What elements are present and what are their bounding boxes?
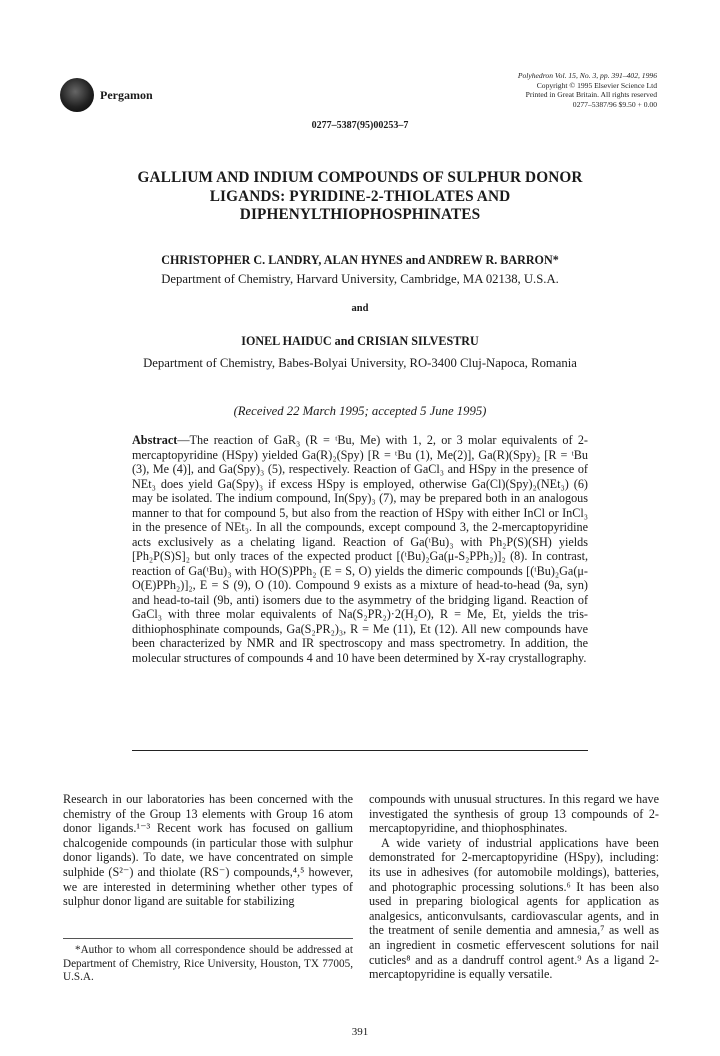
and-separator: and [351,303,369,314]
issn-price-line: 0277–5387/96 $9.50 + 0.00 [572,99,657,109]
abstract-text: —The reaction of GaR₃ (R = ᵗBu, Me) with 1, 2, or 3 molar equivalents of 2-mercaptopyridine (HSpy) yielded Ga(R)₂(Spy) [R = ᵗBu (1), Me(2)], Ga(R)(Spy)₂ [R = ᵗBu (3), Me (4)], and Ga(Spy)₃ (5), respectively. Reaction of GaCl₃ and HSpy in the presence of NEt₃ does yield Ga(Spy)₃ if excess HSpy is employed, otherwise Ga(Cl)(Spy)₂(NEt₃) (6) may be isolated. The indium compound, In(Spy)₃ (7), may be prepared both in an analogous manner to that for compound 5, but also from the reaction of HSpy with either InCl or InCl₃ in the presence of NEt₃. In all the compounds, except compound 3, the 2-mercaptopyridine acts exclusively as a chelating ligand. Reaction of Ga(ᵗBu)₃ with Ph₂P(S)(SH) yields [Ph₂P(S)S]₂ but only traces of the expected product [(ᵗBu)₂Ga(μ-S₂PPh₂)]₂ (8). In contrast, reaction of Ga(ᵗBu)₃ with HO(S)PPh₂ (E = S, O) yields the dimeric compounds [(ᵗBu)₂Ga(μ-O(E)PPh₂)]₂, E = S (9), O (10). Compound 9 exists as a mixture of head-to-head (9a, syn) and head-to-tail (9b, anti) isomers due to the asymmetry of the bridging ligand. Reaction of GaCl₃ with three molar equivalents of Na(S₂PR₂)·2(H₂O), R = Me, Et, yields the tris-dithiophosphinate compounds, Ga(S₂PR₂)₃, R = Me (11), Et (12). All new compounds have been characterized by NMR and IR spectroscopy and mass spectrometry. In addition, the molecular structures of compounds 4 and 10 have been determined by X-ray crystallography. [132,433,588,665]
footnote: *Author to whom all correspondence should be addressed at Department of Chemistry, Rice University, Houston, TX 77005, U.S.A. [63,944,353,983]
doi: 0277–5387(95)00253–7 [311,120,409,131]
publisher-name: Pergamon [100,88,153,102]
received-dates: (Received 22 March 1995; accepted 5 June 1995) [233,404,487,418]
body-paragraph: Research in our laboratories has been concerned with the chemistry of the Group 13 elements with Group 16 atom donor ligands.¹⁻³ Recent work has focused on gallium chalcogenide compounds (in particular those with sulphur donor ligands). To date, we have concentrated on simple sulphide (S²⁻) and thiolate (RS⁻) compounds,⁴,⁵ however, we are interested in determining whether other types of sulphur donor ligand are suitable for stabilizing [63,792,353,909]
body-paragraph: A wide variety of industrial applications have been demonstrated for 2-mercaptopyridine (HSpy), including: its use in adhesives (for automobile moldings), batteries, and photographic processing solutions.⁶ It has been also used in preparing biological agents for application as analgesics, anticonvulsants, cardiovascular agents, and in the treatment of senile dementia and amnesia,⁷ as well as an ingredient in cosmetic effervescent solutions for nail cuticles⁸ and as a dandruff control agent.⁹ As a ligand 2-mercaptopyridine is equally versatile. [369,835,659,982]
footnote-rule [63,938,353,939]
affiliation-1: Department of Chemistry, Harvard University, Cambridge, MA 02138, U.S.A. [161,272,559,286]
pergamon-logo-icon [60,78,94,112]
affiliation-2: Department of Chemistry, Babes-Bolyai University, RO-3400 Cluj-Napoca, Romania [143,356,577,370]
authors-group-2: IONEL HAIDUC and CRISIAN SILVESTRU [241,334,479,348]
abstract-label: Abstract [132,433,178,447]
copyright-line: Copyright © 1995 Elsevier Science Ltd [536,80,657,90]
body-column-right [369,792,659,982]
paper-title: GALLIUM AND INDIUM COMPOUNDS OF SULPHUR DONOR LIGANDS: PYRIDINE-2-THIOLATES AND DIPHENYLTHIOPHOSPHINATES [137,169,583,224]
abstract [132,433,588,665]
abstract-rule [132,750,588,751]
journal-line: Polyhedron Vol. 15, No. 3, pp. 391–402, 1996 [517,71,657,80]
page-number: 391 [351,1026,369,1038]
printed-line: Printed in Great Britain. All rights reserved [525,90,657,100]
authors-group-1: CHRISTOPHER C. LANDRY, ALAN HYNES and ANDREW R. BARRON* [161,253,559,267]
journal-info [437,71,657,109]
body-paragraph: compounds with unusual structures. In this regard we have investigated the synthesis of group 13 compounds of 2-mercaptopyridine, and thiophosphinates. [369,792,659,836]
body-column-left [63,792,353,909]
